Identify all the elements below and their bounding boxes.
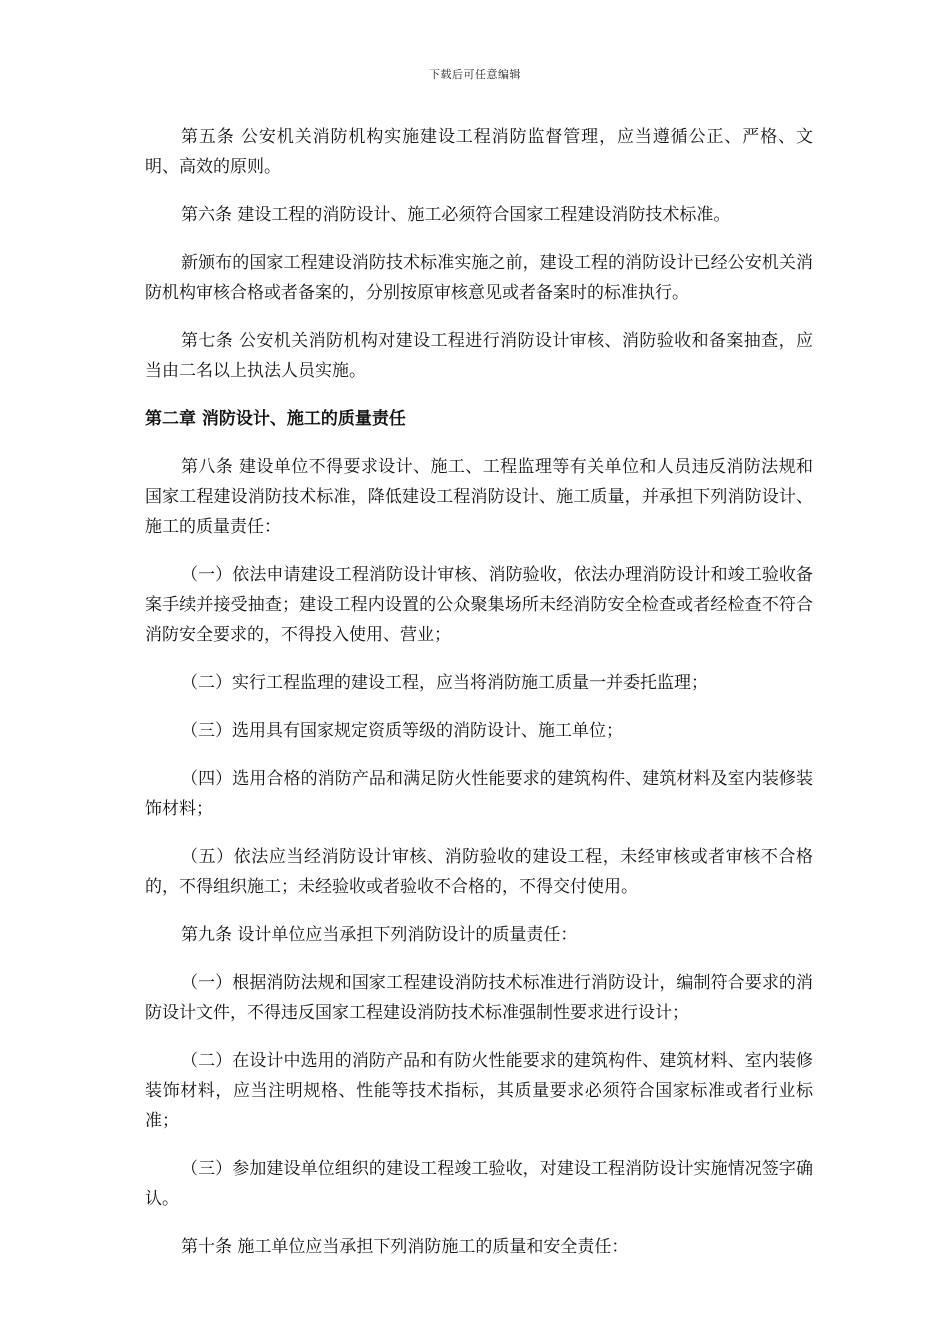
article-9-item-2: （二）在设计中选用的消防产品和有防火性能要求的建筑构件、建筑材料、室内装修装饰材料，应当注明规格、性能等技术指标，其质量要求必须符合国家标准或者行业标准； bbox=[145, 1051, 813, 1131]
article-8-item-4: （四）选用合格的消防产品和满足防火性能要求的建筑构件、建筑材料及室内装修装饰材料； bbox=[145, 769, 813, 819]
article-9-item-1: （一）根据消防法规和国家工程建设消防技术标准进行消防设计，编制符合要求的消防设计文件，不得违反国家工程建设消防技术标准强制性要求进行设计； bbox=[145, 973, 813, 1023]
article-8-item-5: （五）依法应当经消防设计审核、消防验收的建设工程，未经审核或者审核不合格的，不得组织施工；未经验收或者验收不合格的，不得交付使用。 bbox=[145, 847, 813, 897]
article-9-item-3: （三）参加建设单位组织的建设工程竣工验收，对建设工程消防设计实施情况签字确认。 bbox=[145, 1159, 813, 1209]
article-8-item-1: （一）依法申请建设工程消防设计审核、消防验收，依法办理消防设计和竣工验收备案手续并接受抽查；建设工程内设置的公众聚集场所未经消防安全检查或者经检查不符合消防安全要求的，不得投入使用、营业； bbox=[145, 565, 813, 645]
article-8-item-3: （三）选用具有国家规定资质等级的消防设计、施工单位； bbox=[181, 721, 623, 741]
article-10: 第十条 施工单位应当承担下列消防施工的质量和安全责任： bbox=[181, 1237, 629, 1257]
page-header: 下载后可任意编辑 bbox=[429, 68, 521, 81]
article-8: 第八条 建设单位不得要求设计、施工、工程监理等有关单位和人员违反消防法规和国家工程建设消防技术标准，降低建设工程消防设计、施工质量，并承担下列消防设计、施工的质量责任： bbox=[145, 457, 813, 537]
article-9: 第九条 设计单位应当承担下列消防设计的质量责任： bbox=[181, 925, 578, 945]
article-7: 第七条 公安机关消防机构对建设工程进行消防设计审核、消防验收和备案抽查，应当由二名以上执法人员实施。 bbox=[145, 331, 813, 381]
article-5: 第五条 公安机关消防机构实施建设工程消防监督管理，应当遵循公正、严格、文明、高效的原则。 bbox=[145, 127, 813, 177]
chapter-2-heading: 第二章 消防设计、施工的质量责任 bbox=[145, 409, 406, 429]
article-6-note: 新颁布的国家工程建设消防技术标准实施之前，建设工程的消防设计已经公安机关消防机构审核合格或者备案的，分别按原审核意见或者备案时的标准执行。 bbox=[145, 253, 813, 303]
article-8-item-2: （二）实行工程监理的建设工程，应当将消防施工质量一并委托监理； bbox=[181, 673, 708, 693]
article-6: 第六条 建设工程的消防设计、施工必须符合国家工程建设消防技术标准。 bbox=[181, 205, 731, 225]
document-body bbox=[145, 122, 813, 1280]
